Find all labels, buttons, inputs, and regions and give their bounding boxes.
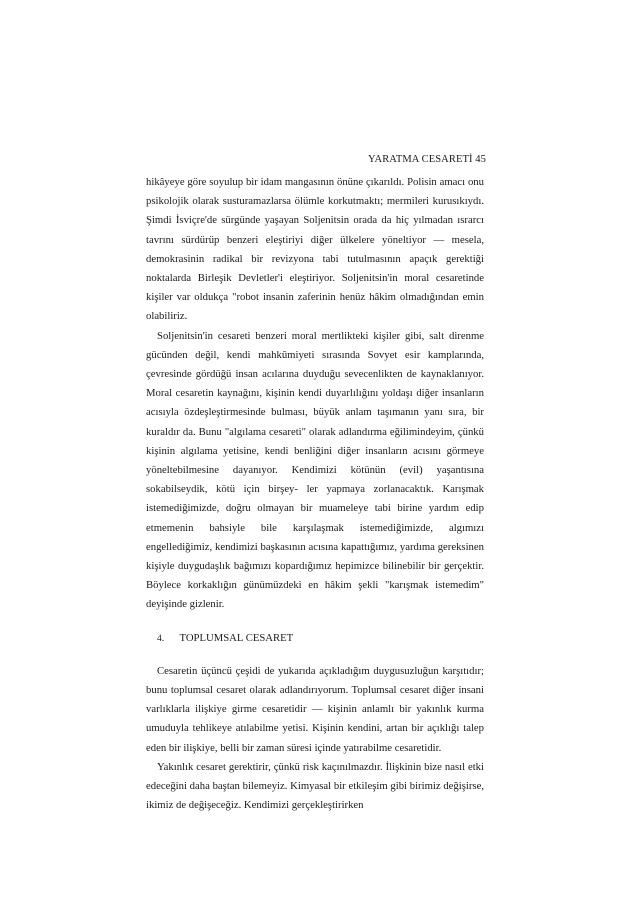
section-heading: [146, 629, 484, 649]
paragraph-continuation: hikâyeye göre soyulup bir idam mangasının önüne çıkarıldı. Polisin amacı onu psikolojik olarak susturamazlarsa ölümle korkutmaktı; mermileri kurusıkıydı. Şimdi İsviçre'de sürgünde yaşayan Soljenitsin orada da hiç yılmadan ısrarcı tavrını sürdürüp benzeri eleştiriyi diğer ülkelere yöneltiyor — mesela, demokrasinin radikal bir revizyona tabi tutulmasının apaçık gerektiği noktalarda Birleşik Devletler'i eleştiriyor. Soljenitsin'in moral cesaretinde kişiler var oldukça "robot insanin zaferinin henüz hâkim olmadığından emin olabiliriz.: [146, 176, 484, 323]
paragraph: Cesaretin üçüncü çeşidi de yukarıda açıkladığım duygusuzluğun karşıtıdır; bunu toplumsal cesaret olarak adlandırıyorum. Toplumsal cesaret diğer insani varlıklarla ilişkiye girme cesaretidir — kişinin anlamlı bir yakınlık kurma umuduyla tehlikeye atılabilme yetisi. Kişinin kendini, artan bir açıklığı talep eden bir ilişkiye, belli bir zaman süresi içinde yatırabilme cesaretidir.: [146, 664, 484, 754]
running-header: YARATMA CESARETİ 45: [368, 154, 486, 165]
paragraph: Soljenitsin'in cesareti benzeri moral mertlikteki kişiler gibi, salt direnme gücünden değil, kendi mahkûmiyeti sırasında Sovyet esir kamplarında, çevresinde gördüğü insan acılarına duyduğu sevecenlikten de kaynaklanıyor. Moral cesaretin kaynağını, kişinin kendi duyarlılığını yoldaşı diğer insanların acısıyla özdeşleştirmesinde bulması, büyük anlam taşımanın yanı sıra, bir kuraldır da. Bunu "algılama cesareti" olarak adlandırma eğilimindeyim, çünkü kişinin algılama yetisine, kendi benliğini diğer insanların acısını görmeye yöneltebilmesine dayanıyor. Kendimizi kötünün (evil) yaşantısına sokabilseydik, kötü için birşey- ler yapmaya zorlanacaktık. Karışmak istemediğimizde, doğru olmayan bir muameleye tabi birine yardım edip etmemenin bahsiyle bile karşılaşmak istemediğimizde, algımızı engellediğimiz, kendimizi başkasının acısına kapattığımız, yardıma gereksinen kişiyle duygudaşlık bağımızı kopardığımız hepimizce bilinebilir bir gerçektir. Böylece korkaklığın günümüzdeki en hâkim şekli "karışmak istemedim" deyişinde gizlenir.: [146, 329, 484, 611]
paragraph: Yakınlık cesaret gerektirir, çünkü risk kaçınılmazdır. İlişkinin bize nasıl etki edeceğini daha baştan bilemeyiz. Kimyasal bir etkileşim gibi birimiz değişirse, ikimiz de değişeceğiz. Kendimizi gerçekleştirirken: [146, 760, 484, 812]
section-title: TOPLUMSAL CESARET: [179, 631, 294, 644]
section-number: 4.: [157, 633, 165, 644]
body-text: [146, 173, 484, 816]
